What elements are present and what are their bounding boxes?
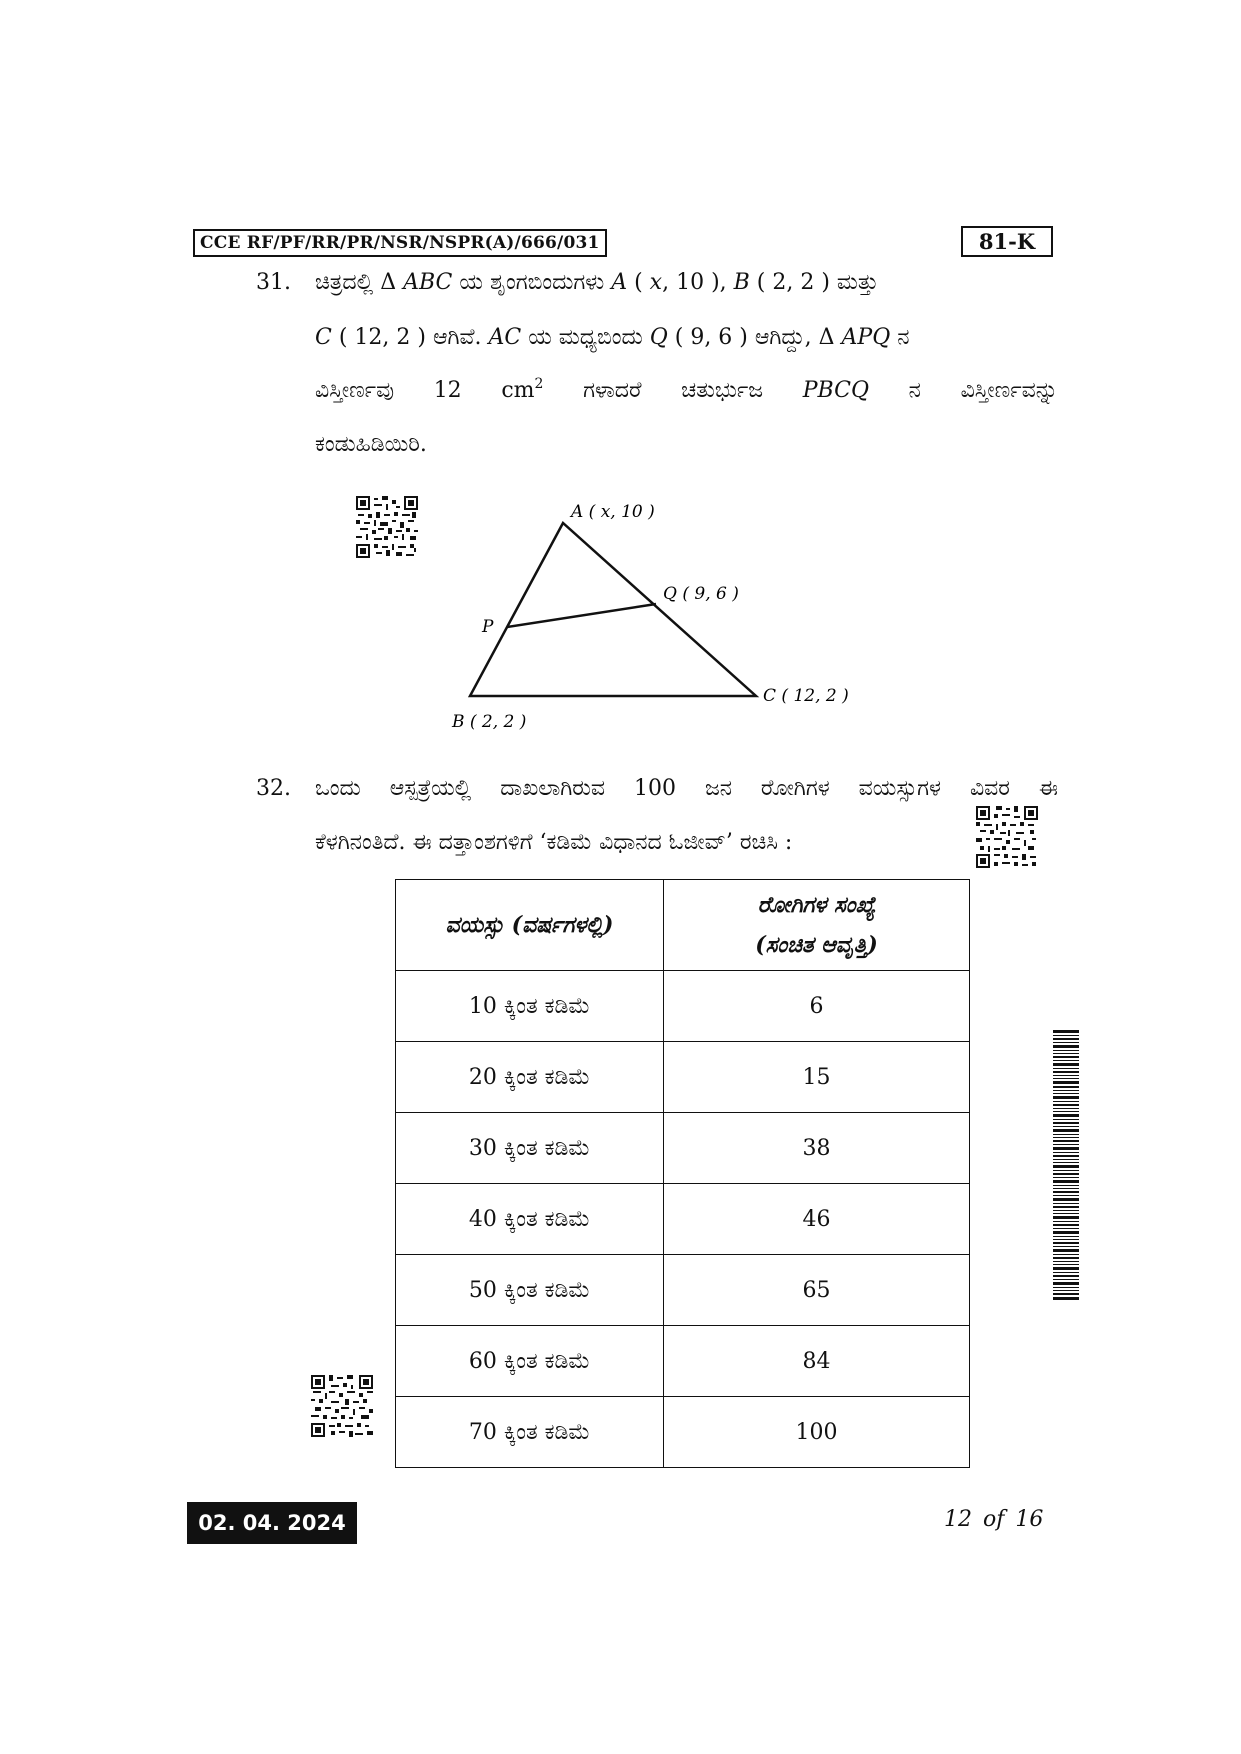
- qr-code-icon: [356, 496, 418, 558]
- text-segment: ಗಳಾದರೆ: [583, 378, 642, 403]
- text-segment: 12: [433, 378, 462, 403]
- question-31-number: 31.: [256, 270, 291, 295]
- qr-code-icon: [311, 1375, 373, 1437]
- triangle-figure: [440, 490, 870, 740]
- text-segment: ನ: [908, 378, 921, 403]
- text-segment: B: [733, 270, 750, 295]
- barcode-icon: [1053, 1030, 1079, 1300]
- table-row: [396, 971, 970, 1042]
- text-segment: ( 9, 6 ) ಆಗಿದ್ದು, Δ: [667, 325, 842, 350]
- text-segment: 100: [633, 776, 676, 801]
- text-segment: ಜನ: [704, 776, 732, 801]
- header-text: ರೋಗಿಗಳ ಸಂಖ್ಯೆ: [757, 892, 876, 918]
- qr-code-icon: [976, 806, 1038, 868]
- area-unit: [501, 375, 543, 407]
- text-segment: ಚತುರ್ಭುಜ: [681, 378, 764, 403]
- count-cell: 46: [664, 1184, 970, 1255]
- text-segment: , 10 ),: [662, 270, 734, 295]
- question-31-line-2: [315, 322, 909, 354]
- text-segment: ಯ ಶೃಂಗಬಿಂದುಗಳು: [452, 270, 612, 295]
- count-cell: 38: [664, 1113, 970, 1184]
- label-p: P: [482, 617, 494, 637]
- text-segment: ಯ ಮಧ್ಯಬಿಂದು: [521, 325, 650, 350]
- text-segment: ( 12, 2 ) ಆಗಿವೆ.: [331, 325, 489, 350]
- label-c: C ( 12, 2 ): [763, 686, 849, 706]
- text-segment: ವಿವರ: [969, 776, 1010, 801]
- question-32-line-2: ಕೆಳಗಿನಂತಿದೆ. ಈ ದತ್ತಾಂಶಗಳಿಗೆ ‘ಕಡಿಮೆ ವಿಧಾನದ ಓಜೀವ್’ ರಚಿಸಿ :: [315, 830, 793, 855]
- exam-date: 02. 04. 2024: [187, 1502, 357, 1544]
- text-segment: APQ: [841, 325, 891, 350]
- age-cell: 20 ಕ್ಕಿಂತ ಕಡಿಮೆ: [396, 1042, 664, 1113]
- age-cell: 70 ಕ್ಕಿಂತ ಕಡಿಮೆ: [396, 1397, 664, 1468]
- age-cell: 60 ಕ್ಕಿಂತ ಕಡಿಮೆ: [396, 1326, 664, 1397]
- text-segment: ವಯಸ್ಸುಗಳ: [858, 776, 941, 801]
- age-cell: 40 ಕ್ಕಿಂತ ಕಡಿಮೆ: [396, 1184, 664, 1255]
- exam-code: CCE RF/PF/RR/PR/NSR/NSPR(A)/666/031: [193, 229, 607, 257]
- question-32-line-1: [315, 773, 1058, 805]
- text-segment: PBCQ: [802, 378, 869, 403]
- superscript: 2: [534, 376, 544, 392]
- age-cell: 30 ಕ್ಕಿಂತ ಕಡಿಮೆ: [396, 1113, 664, 1184]
- label-a: A ( x, 10 ): [571, 502, 655, 522]
- header-text: ವಯಸ್ಸು (ವರ್ಷಗಳಲ್ಲಿ): [445, 912, 614, 938]
- paper-code: 81-K: [961, 226, 1053, 257]
- label-q: Q ( 9, 6 ): [663, 584, 739, 604]
- text-segment: (: [627, 270, 650, 295]
- table-row: [396, 1255, 970, 1326]
- text-segment: Q: [649, 325, 668, 350]
- count-cell: 100: [664, 1397, 970, 1468]
- cumulative-frequency-table: [395, 879, 970, 1468]
- age-cell: 10 ಕ್ಕಿಂತ ಕಡಿಮೆ: [396, 971, 664, 1042]
- question-31-line-4: ಕಂಡುಹಿಡಿಯಿರಿ.: [315, 432, 427, 457]
- question-32-number: 32.: [256, 776, 291, 801]
- segment-pq: [507, 604, 656, 627]
- count-column-header: [664, 880, 970, 971]
- table-row: [396, 1397, 970, 1468]
- text-segment: x: [649, 270, 663, 295]
- table-row: [396, 1326, 970, 1397]
- text-segment: ಈ: [1038, 776, 1058, 801]
- table-row: [396, 1042, 970, 1113]
- age-cell: 50 ಕ್ಕಿಂತ ಕಡಿಮೆ: [396, 1255, 664, 1326]
- text-segment: ABC: [403, 270, 453, 295]
- text-segment: A: [611, 270, 628, 295]
- text-segment: AC: [488, 325, 522, 350]
- table-header-row: [396, 880, 970, 971]
- age-column-header: [396, 880, 664, 971]
- text-segment: ರೋಗಿಗಳ: [760, 776, 830, 801]
- text-segment: ಆಸ್ಪತ್ರೆಯಲ್ಲಿ: [389, 776, 472, 801]
- text-segment: ವಿಸ್ತೀರ್ಣವು: [315, 378, 395, 403]
- text-segment: ವಿಸ್ತೀರ್ಣವನ್ನು: [960, 378, 1058, 403]
- header-text: (ಸಂಚಿತ ಆವೃತ್ತಿ): [755, 932, 878, 958]
- text-segment: ಒಂದು: [315, 776, 361, 801]
- count-cell: 15: [664, 1042, 970, 1113]
- text-segment: ( 2, 2 ) ಮತ್ತು: [749, 270, 879, 295]
- text-segment: cm: [501, 378, 535, 403]
- table-row: [396, 1184, 970, 1255]
- label-b: B ( 2, 2 ): [452, 712, 527, 732]
- text-segment: ಚಿತ್ರದಲ್ಲಿ Δ: [315, 270, 404, 295]
- count-cell: 6: [664, 971, 970, 1042]
- table-row: [396, 1113, 970, 1184]
- question-31-line-1: [315, 267, 878, 299]
- text-segment: C: [315, 325, 332, 350]
- page-number: 12 of 16: [944, 1507, 1044, 1532]
- text-segment: ದಾಖಲಾಗಿರುವ: [500, 776, 606, 801]
- count-cell: 84: [664, 1326, 970, 1397]
- question-31-line-3: [315, 375, 1058, 407]
- text-segment: ನ: [890, 325, 910, 350]
- count-cell: 65: [664, 1255, 970, 1326]
